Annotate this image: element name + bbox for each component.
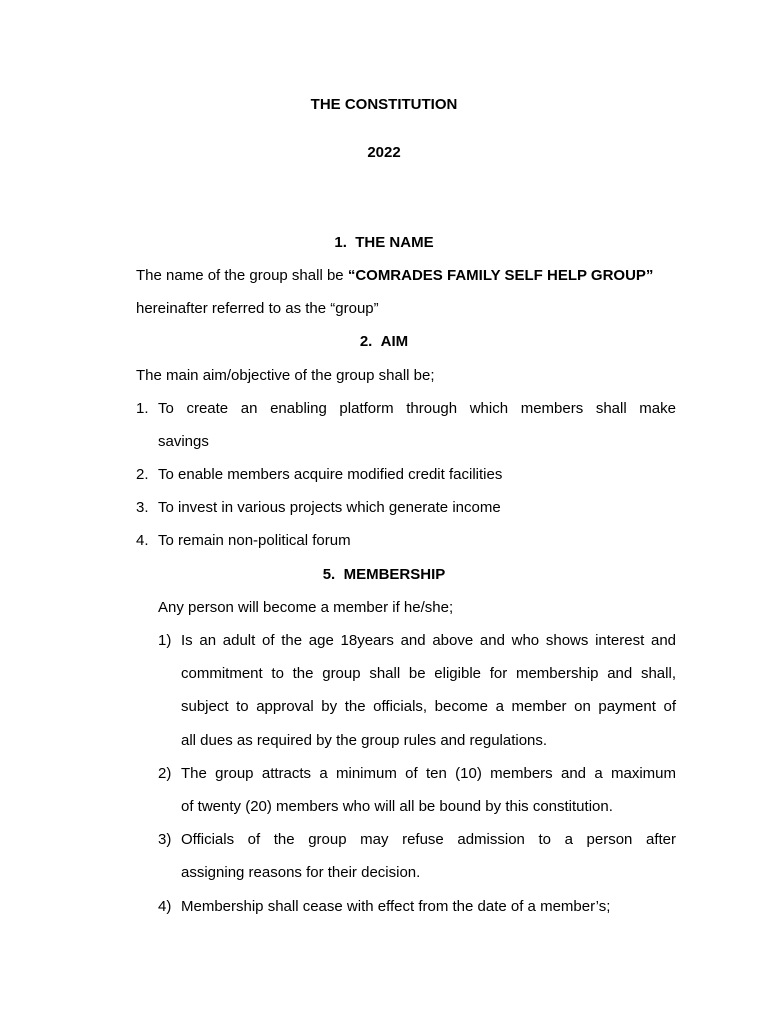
section-title: THE NAME xyxy=(355,234,434,251)
list-item-text: assigning reasons for their decision. xyxy=(181,864,421,881)
list-item-text: of twenty (20) members who will all be bound by this constitution. xyxy=(181,798,613,815)
list-item-number: 4) xyxy=(158,898,172,915)
list-item-number: 1) xyxy=(158,632,172,649)
document-year: 2022 xyxy=(367,144,401,161)
list-item-text: subject to approval by the officials, become a member on payment of xyxy=(181,698,676,715)
list-item-number: 3. xyxy=(136,499,149,516)
list-item-text: savings xyxy=(158,433,209,450)
section-number: 2. xyxy=(359,333,373,350)
list-item-number: 3) xyxy=(158,831,172,848)
paragraph-line: hereinafter referred to as the “group” xyxy=(136,300,379,317)
list-item-text: To remain non-political forum xyxy=(158,532,351,549)
section-title: MEMBERSHIP xyxy=(343,566,446,583)
paragraph-text: The name of the group shall be xyxy=(136,267,348,284)
section-heading-name xyxy=(0,233,768,253)
document-title: THE CONSTITUTION xyxy=(310,96,458,113)
paragraph-line: The main aim/objective of the group shall be; xyxy=(136,367,435,384)
list-item-number: 1. xyxy=(136,400,149,417)
list-item-text: Officials of the group may refuse admission to a person after xyxy=(181,831,676,848)
list-item-text: commitment to the group shall be eligible for membership and shall, xyxy=(181,665,676,682)
section-title: AIM xyxy=(380,333,409,350)
list-item-text: Membership shall cease with effect from the date of a member’s; xyxy=(181,898,611,915)
section-number: 5. xyxy=(322,566,336,583)
list-item-text: The group attracts a minimum of ten (10) members and a maximum xyxy=(181,765,676,782)
list-item-number: 4. xyxy=(136,532,149,549)
paragraph-line xyxy=(136,266,653,286)
list-item-text: all dues as required by the group rules and regulations. xyxy=(181,732,548,749)
list-item-text: To enable members acquire modified credit facilities xyxy=(158,466,503,483)
list-item-text: To create an enabling platform through which members shall make xyxy=(158,400,676,417)
paragraph-line: Any person will become a member if he/she; xyxy=(158,599,454,616)
group-name: “COMRADES FAMILY SELF HELP GROUP” xyxy=(347,267,654,284)
list-item-number: 2) xyxy=(158,765,172,782)
list-item-number: 2. xyxy=(136,466,149,483)
section-number: 1. xyxy=(334,234,347,251)
section-heading-aim xyxy=(0,332,768,352)
list-item-text: To invest in various projects which generate income xyxy=(158,499,501,516)
section-heading-membership xyxy=(0,565,768,585)
list-item-text: Is an adult of the age 18years and above and who shows interest and xyxy=(181,632,676,649)
